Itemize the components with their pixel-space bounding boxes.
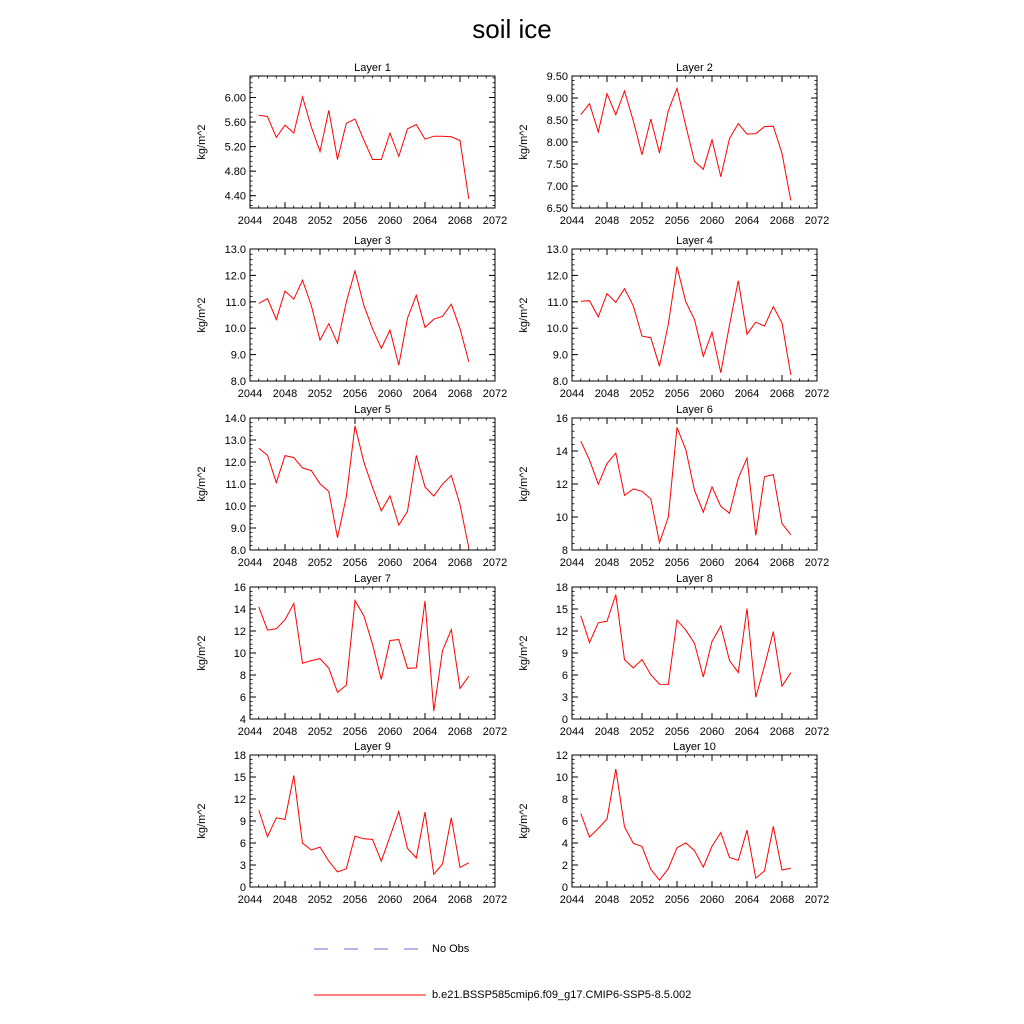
series-line: [259, 601, 469, 712]
x-tick-label: 2064: [734, 894, 760, 906]
y-tick-label: 18: [233, 750, 246, 762]
x-tick-label: 2068: [447, 215, 473, 227]
y-tick-label: 10: [555, 512, 568, 524]
plot-frame: [572, 587, 817, 719]
legend-model-label: b.e21.BSSP585cmip6.f09_g17.CMIP6-SSP5-8.5.002: [432, 989, 692, 1001]
x-tick-label: 2048: [272, 894, 298, 906]
series-line: [581, 88, 791, 200]
plot-frame: [250, 755, 495, 887]
x-tick-label: 2048: [594, 894, 620, 906]
y-axis-label: kg/m^2: [196, 635, 208, 671]
x-tick-label: 2056: [664, 557, 690, 569]
y-tick-label: 8: [239, 670, 246, 682]
y-tick-label: 8.0: [552, 376, 568, 388]
page-title: soil ice: [472, 14, 552, 44]
x-tick-label: 2052: [629, 388, 655, 400]
x-tick-label: 2068: [447, 557, 473, 569]
x-tick-label: 2060: [699, 388, 725, 400]
y-axis-label: kg/m^2: [518, 297, 530, 333]
y-tick-label: 5.60: [224, 117, 246, 130]
x-tick-label: 2048: [594, 215, 620, 227]
x-tick-label: 2052: [629, 894, 655, 906]
panel-title: Layer 3: [354, 235, 391, 247]
x-tick-label: 2072: [804, 215, 830, 227]
plot-frame: [250, 418, 495, 550]
x-tick-label: 2048: [272, 726, 298, 738]
legend-model: [312, 986, 732, 1006]
y-tick-label: 3: [239, 860, 246, 872]
x-tick-label: 2072: [804, 894, 830, 906]
y-tick-label: 7.50: [546, 159, 568, 171]
y-tick-label: 14: [233, 604, 246, 616]
y-tick-label: 6.00: [224, 92, 246, 105]
y-axis-label: kg/m^2: [518, 466, 530, 502]
y-tick-label: 11.0: [225, 296, 246, 309]
x-tick-label: 2052: [307, 894, 333, 906]
legend-model-swatch: [312, 986, 430, 1006]
x-tick-label: 2060: [377, 726, 403, 738]
x-tick-label: 2056: [342, 215, 368, 227]
y-tick-label: 8.00: [546, 137, 568, 149]
y-axis-label: kg/m^2: [196, 466, 208, 502]
y-tick-label: 8.0: [230, 376, 246, 388]
x-tick-label: 2048: [272, 557, 298, 569]
x-tick-label: 2072: [482, 726, 508, 738]
panel-title: Layer 10: [673, 741, 716, 753]
panel-title: Layer 8: [676, 573, 713, 585]
x-tick-label: 2056: [664, 215, 690, 227]
panel-layer-6: [518, 404, 829, 569]
x-tick-label: 2044: [237, 894, 263, 906]
x-tick-label: 2052: [307, 557, 333, 569]
x-tick-label: 2060: [377, 557, 403, 569]
panel-layer-2: [518, 62, 829, 227]
panel-layer-10: [518, 741, 829, 906]
y-tick-label: 12: [555, 479, 568, 491]
y-tick-label: 12: [233, 794, 246, 806]
y-tick-label: 15: [555, 604, 568, 616]
panel-layer-7: [196, 573, 507, 738]
y-tick-label: 12.0: [546, 270, 568, 283]
x-tick-label: 2052: [629, 215, 655, 227]
x-tick-label: 2060: [377, 388, 403, 400]
y-axis-label: kg/m^2: [196, 803, 208, 839]
legend-obs-swatch: [312, 940, 422, 960]
x-tick-label: 2072: [482, 215, 508, 227]
x-tick-label: 2044: [559, 894, 585, 906]
x-tick-label: 2052: [307, 215, 333, 227]
series-line: [581, 267, 791, 375]
x-tick-label: 2056: [342, 557, 368, 569]
y-axis-label: kg/m^2: [196, 297, 208, 333]
x-tick-label: 2064: [412, 726, 438, 738]
y-tick-label: 9: [239, 816, 246, 828]
x-tick-label: 2048: [594, 557, 620, 569]
x-tick-label: 2052: [307, 388, 333, 400]
x-tick-label: 2072: [804, 726, 830, 738]
y-tick-label: 10.0: [224, 323, 246, 336]
panel-layer-8: [518, 573, 829, 738]
panel-title: Layer 7: [354, 573, 391, 585]
series-line: [259, 97, 469, 199]
x-tick-label: 2072: [804, 388, 830, 400]
x-tick-label: 2060: [699, 894, 725, 906]
y-tick-label: 10: [555, 772, 568, 784]
panel-layer-4: [518, 235, 829, 400]
y-tick-label: 0: [561, 714, 568, 726]
y-tick-label: 6: [239, 692, 246, 704]
x-tick-label: 2056: [664, 726, 690, 738]
y-tick-label: 12.0: [224, 457, 246, 469]
x-tick-label: 2060: [699, 215, 725, 227]
panel-layer-5: [196, 404, 507, 569]
y-tick-label: 10.0: [224, 501, 246, 513]
plot-frame: [250, 76, 495, 208]
y-tick-label: 5.20: [224, 141, 246, 154]
panel-layer-9: [196, 741, 507, 906]
legend-obs: [312, 940, 612, 960]
x-tick-label: 2072: [482, 388, 508, 400]
x-tick-label: 2044: [559, 726, 585, 738]
x-tick-label: 2044: [237, 215, 263, 227]
y-tick-label: 12: [555, 750, 568, 762]
series-line: [581, 595, 791, 698]
x-tick-label: 2064: [734, 388, 760, 400]
panel-title: Layer 6: [676, 404, 713, 416]
x-tick-label: 2072: [482, 557, 508, 569]
y-tick-label: 14.0: [224, 413, 246, 425]
y-tick-label: 12: [555, 626, 568, 638]
x-tick-label: 2056: [342, 894, 368, 906]
x-tick-label: 2068: [769, 894, 795, 906]
y-tick-label: 4: [561, 838, 568, 850]
x-tick-label: 2056: [342, 726, 368, 738]
panel-title: Layer 9: [354, 741, 391, 753]
x-tick-label: 2052: [307, 726, 333, 738]
x-tick-label: 2048: [594, 388, 620, 400]
y-axis-label: kg/m^2: [518, 803, 530, 839]
x-tick-label: 2044: [559, 215, 585, 227]
y-tick-label: 12: [233, 626, 246, 638]
x-tick-label: 2048: [594, 726, 620, 738]
y-tick-label: 16: [555, 413, 568, 425]
y-tick-label: 8.0: [230, 545, 246, 557]
x-tick-label: 2068: [769, 215, 795, 227]
x-tick-label: 2068: [447, 894, 473, 906]
y-tick-label: 2: [561, 860, 568, 872]
y-tick-label: 8.50: [546, 115, 568, 127]
x-tick-label: 2052: [629, 726, 655, 738]
x-tick-label: 2068: [447, 388, 473, 400]
y-tick-label: 15: [233, 772, 246, 784]
plot-frame: [250, 249, 495, 381]
x-tick-label: 2044: [237, 726, 263, 738]
y-tick-label: 0: [239, 882, 246, 894]
y-tick-label: 11.0: [225, 479, 246, 491]
y-tick-label: 9.0: [552, 349, 568, 362]
plot-frame: [572, 76, 817, 208]
y-axis-label: kg/m^2: [518, 635, 530, 671]
x-tick-label: 2052: [629, 557, 655, 569]
y-tick-label: 8: [561, 545, 568, 557]
y-tick-label: 3: [561, 692, 568, 704]
x-tick-label: 2072: [804, 557, 830, 569]
y-tick-label: 4: [239, 714, 246, 726]
panel-title: Layer 5: [354, 404, 391, 416]
y-tick-label: 11.0: [547, 296, 568, 309]
y-tick-label: 9.50: [546, 71, 568, 83]
panel-title: Layer 2: [676, 62, 713, 74]
plot-frame: [572, 418, 817, 550]
y-tick-label: 13.0: [224, 244, 246, 256]
x-tick-label: 2044: [559, 557, 585, 569]
x-tick-label: 2064: [734, 557, 760, 569]
x-tick-label: 2064: [734, 726, 760, 738]
series-line: [259, 426, 469, 548]
y-tick-label: 0: [561, 882, 568, 894]
y-tick-label: 7.00: [546, 181, 568, 193]
y-tick-label: 6: [561, 670, 568, 682]
x-tick-label: 2056: [342, 388, 368, 400]
x-tick-label: 2044: [237, 388, 263, 400]
y-tick-label: 9.00: [546, 93, 568, 105]
x-tick-label: 2064: [412, 215, 438, 227]
x-tick-label: 2068: [769, 726, 795, 738]
y-tick-label: 6.50: [546, 203, 568, 215]
legend-obs-label: No Obs: [432, 943, 470, 955]
y-axis-label: kg/m^2: [196, 124, 208, 160]
x-tick-label: 2060: [699, 557, 725, 569]
x-tick-label: 2064: [412, 557, 438, 569]
panel-layer-1: [196, 62, 507, 227]
y-tick-label: 10.0: [546, 323, 568, 336]
y-tick-label: 9: [561, 648, 568, 660]
series-line: [581, 769, 791, 880]
x-tick-label: 2048: [272, 215, 298, 227]
x-tick-label: 2068: [769, 557, 795, 569]
panel-title: Layer 4: [676, 235, 713, 247]
y-tick-label: 12.0: [224, 270, 246, 283]
y-tick-label: 9.0: [230, 349, 246, 362]
plot-frame: [250, 587, 495, 719]
x-tick-label: 2064: [412, 894, 438, 906]
y-tick-label: 4.40: [224, 190, 246, 203]
y-tick-label: 14: [555, 446, 568, 458]
y-tick-label: 16: [233, 582, 246, 594]
y-tick-label: 18: [555, 582, 568, 594]
panel-title: Layer 1: [354, 62, 391, 74]
x-tick-label: 2048: [272, 388, 298, 400]
y-tick-label: 4.80: [224, 166, 246, 179]
y-tick-label: 10: [233, 648, 246, 660]
x-tick-label: 2072: [482, 894, 508, 906]
x-tick-label: 2068: [769, 388, 795, 400]
series-line: [581, 427, 791, 542]
x-tick-label: 2060: [699, 726, 725, 738]
x-tick-label: 2056: [664, 388, 690, 400]
y-tick-label: 6: [561, 816, 568, 828]
y-tick-label: 9.0: [230, 523, 246, 535]
panel-layer-3: [196, 235, 507, 400]
x-tick-label: 2044: [237, 557, 263, 569]
x-tick-label: 2064: [734, 215, 760, 227]
x-tick-label: 2060: [377, 215, 403, 227]
x-tick-label: 2044: [559, 388, 585, 400]
y-tick-label: 8: [561, 794, 568, 806]
y-tick-label: 13.0: [224, 435, 246, 447]
plot-frame: [572, 755, 817, 887]
x-tick-label: 2056: [664, 894, 690, 906]
y-axis-label: kg/m^2: [518, 124, 530, 160]
plot-frame: [572, 249, 817, 381]
x-tick-label: 2068: [447, 726, 473, 738]
y-tick-label: 6: [239, 838, 246, 850]
x-tick-label: 2064: [412, 388, 438, 400]
y-tick-label: 13.0: [546, 244, 568, 256]
x-tick-label: 2060: [377, 894, 403, 906]
series-line: [259, 776, 469, 875]
series-line: [259, 271, 469, 365]
